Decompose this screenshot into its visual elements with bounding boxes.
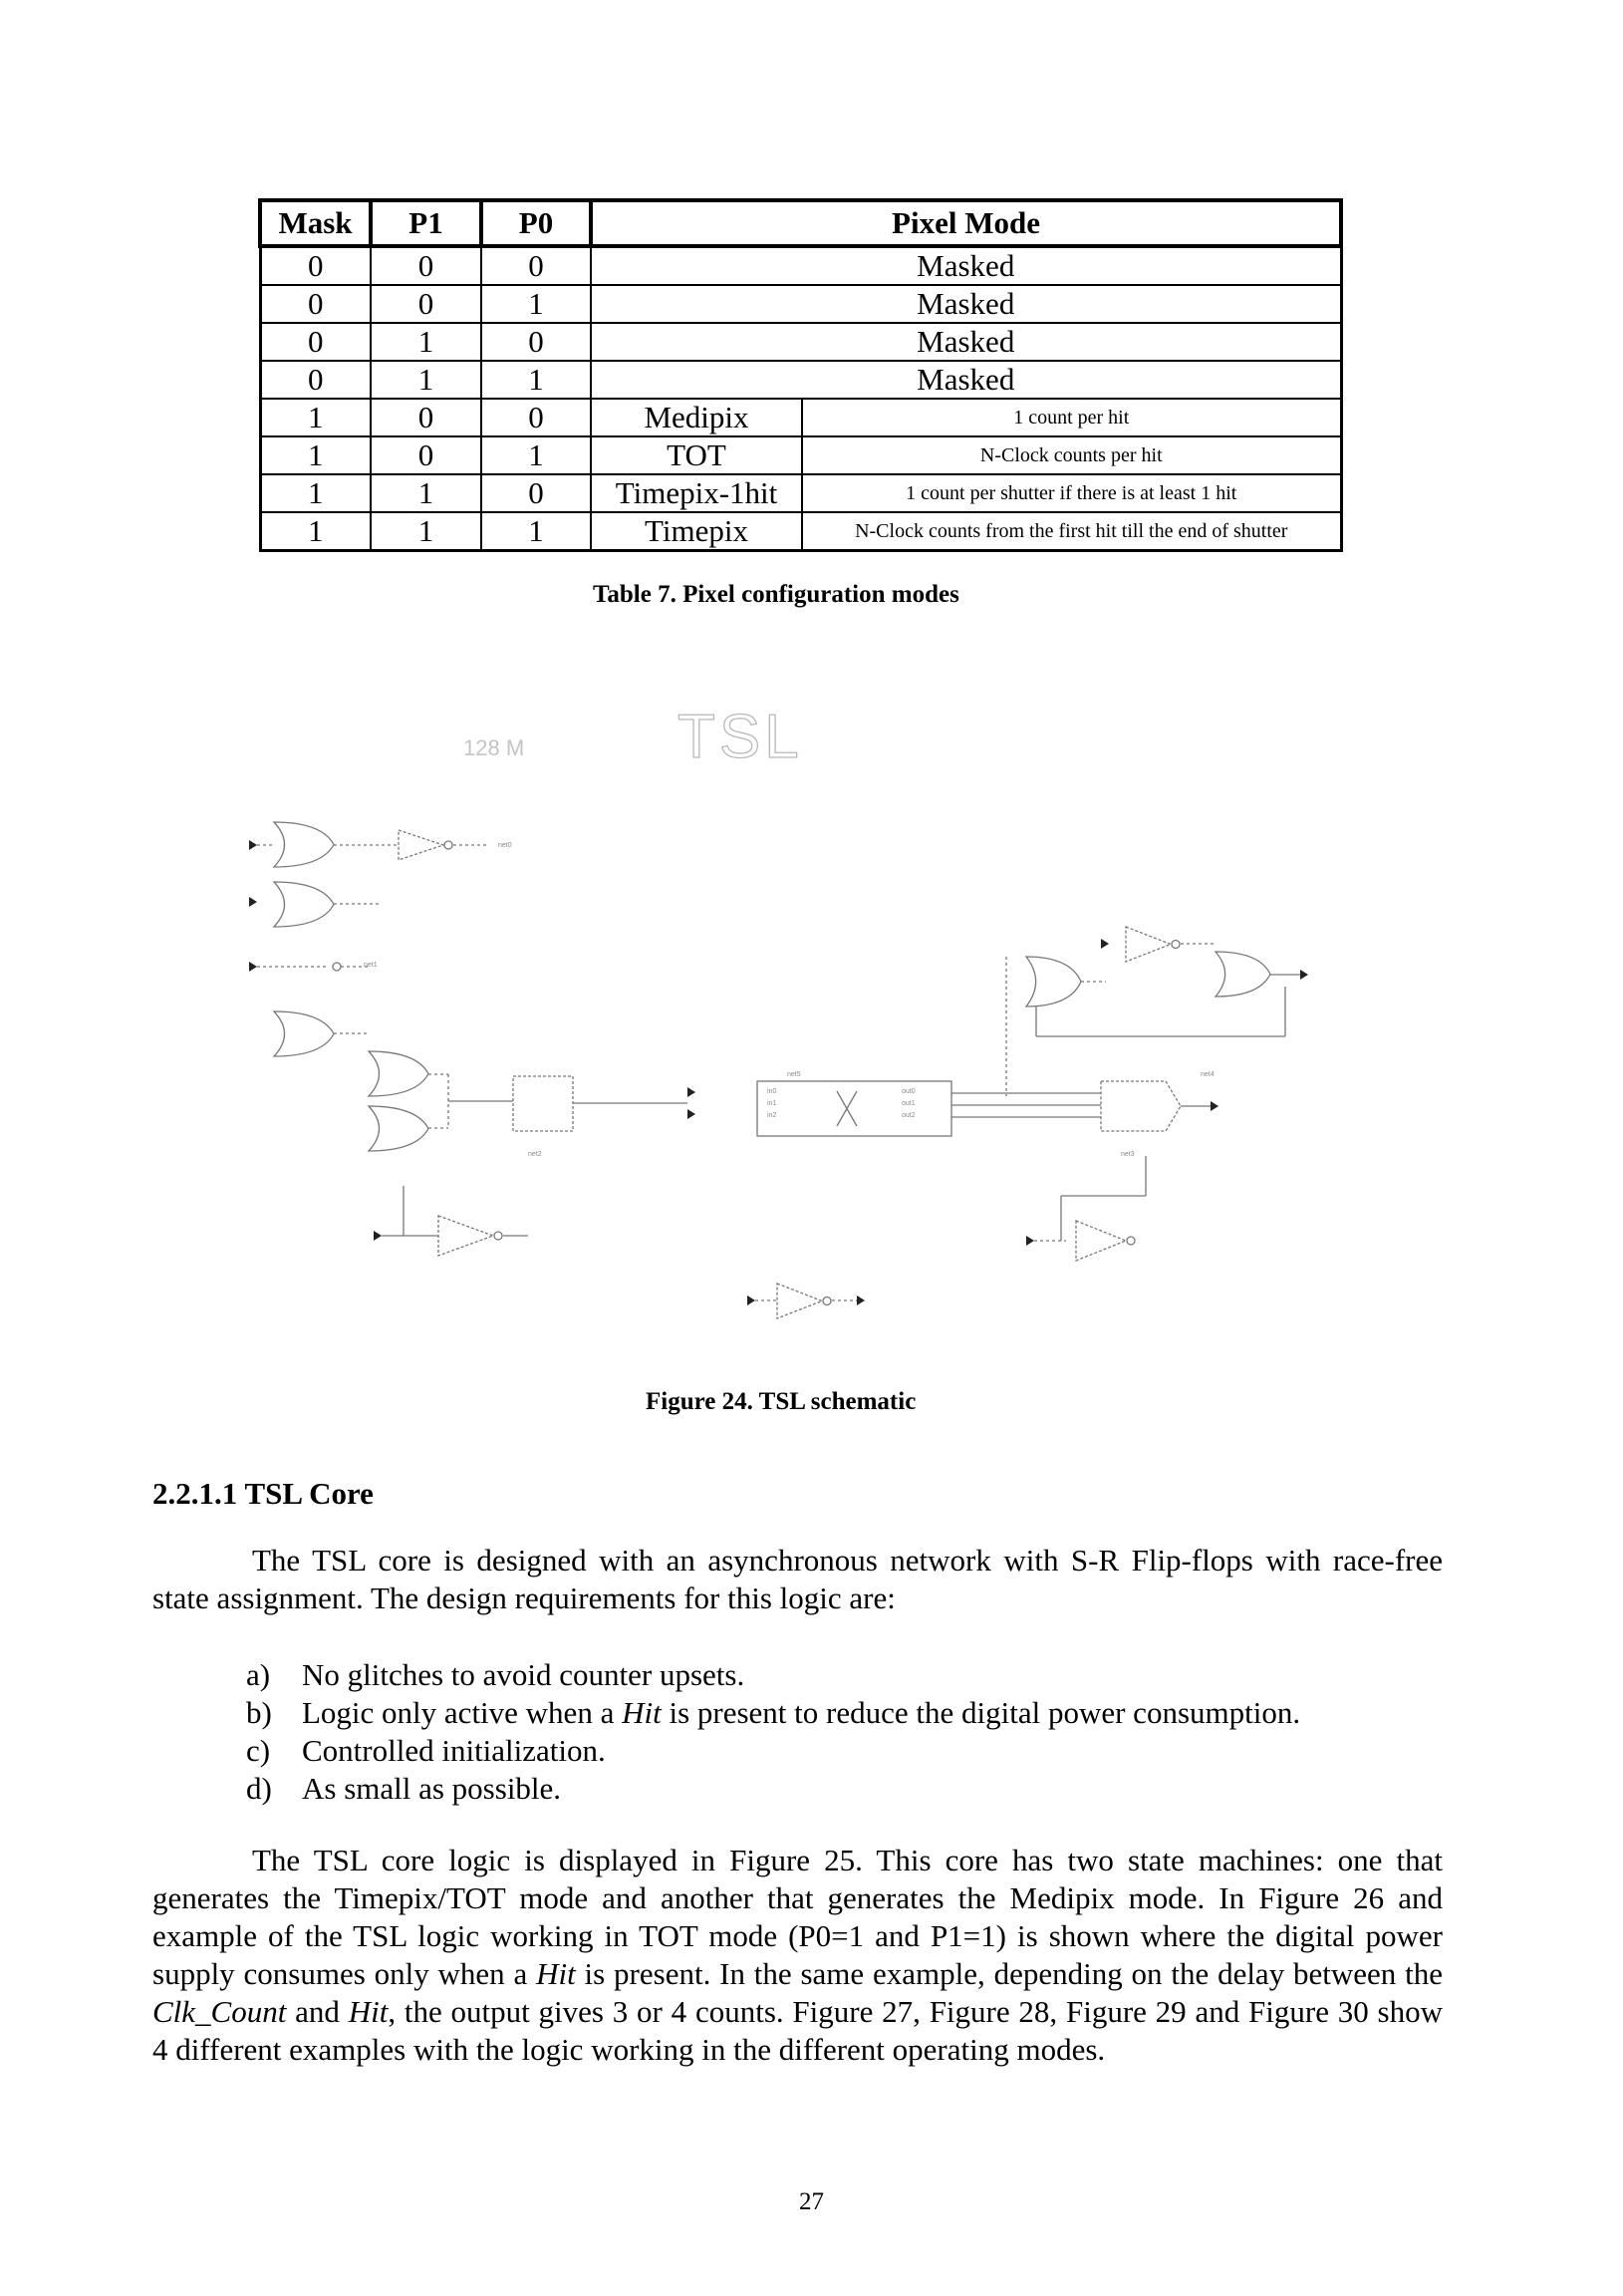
nor-gate [1216,952,1270,997]
core-port-label: out2 [902,1112,916,1119]
table-row [260,361,1341,399]
cell-mode: Masked [591,246,1341,285]
cell-p1: 1 [371,323,481,361]
input-pin [1026,1236,1034,1246]
output-pin [1300,970,1308,980]
item-label: c) [246,1733,271,1768]
table-header-row [260,200,1341,246]
table-row [260,399,1341,436]
schematic-drawing [169,698,1315,1335]
cell-p0: 1 [481,285,591,323]
schematic-subtitle: 128 M [463,735,525,760]
requirements-list [246,1656,1300,1808]
item-label: d) [246,1771,272,1806]
list-item [246,1732,1300,1770]
cell-p1: 1 [371,474,481,512]
table-row [260,323,1341,361]
net-label: net3 [1121,1151,1135,1158]
net-label: net4 [1201,1071,1215,1078]
item-text-emphasis: Hit [622,1695,662,1730]
intro-paragraph [152,1542,1443,1617]
table-row [260,474,1341,512]
input-pin [747,1295,755,1305]
inverter [1126,927,1171,962]
input-pin [249,897,257,907]
cell-p1: 0 [371,285,481,323]
net-label: net5 [787,1071,801,1078]
cell-p1: 0 [371,399,481,436]
cell-p0: 1 [481,436,591,474]
input-pin [249,962,257,972]
input-pin [249,840,257,850]
inverter [777,1284,822,1318]
cell-description: 1 count per shutter if there is at least 1 hit [802,474,1341,512]
cell-mode: Medipix [591,399,802,436]
cell-p0: 0 [481,246,591,285]
table-row [260,512,1341,551]
figure-caption: Figure 24. TSL schematic [646,1388,917,1415]
header-p1: P1 [371,200,481,246]
header-pixel-mode: Pixel Mode [591,200,1341,246]
cell-mask: 1 [260,436,371,474]
body-clk: Clk_Count [152,1994,287,2029]
output-block [1101,1081,1181,1131]
cell-mode: Masked [591,285,1341,323]
net-label: net1 [364,962,378,969]
header-mask: Mask [260,200,371,246]
cell-mask: 1 [260,474,371,512]
intro-text: The TSL core is designed with an asynchronous network with S-R Flip-flops with race-free state assignment. The design requirements for this logic are: [152,1543,1443,1615]
cell-description: 1 count per hit [802,399,1341,436]
table-row [260,246,1341,285]
tsl-schematic [169,698,1315,1335]
nor-gate [274,822,334,867]
inverter-bubble [823,1297,831,1305]
nor-gate [369,1051,428,1096]
core-port-label: out1 [902,1100,916,1107]
inverter [399,830,443,860]
inverter [1076,1221,1126,1261]
cell-mask: 0 [260,361,371,399]
cell-mode: Masked [591,323,1341,361]
cell-mode: Timepix-1hit [591,474,802,512]
page-number: 27 [799,2188,824,2215]
body-paragraph [152,1842,1443,2069]
pixel-config-table [258,198,1343,552]
input-pin [1101,939,1109,949]
core-port-label: in2 [767,1112,777,1119]
net-label: net0 [498,842,512,849]
cell-description: N-Clock counts from the first hit till the end of shutter [802,512,1341,551]
cell-p0: 0 [481,323,591,361]
core-port-label: out0 [902,1088,916,1095]
nor-gate [1026,957,1081,1006]
net-label: net2 [528,1151,542,1158]
input-pin [374,1231,382,1241]
cell-p0: 1 [481,361,591,399]
cell-mask: 0 [260,285,371,323]
inverter-bubble [333,963,341,971]
inverter-bubble [494,1232,502,1240]
cell-mask: 1 [260,512,371,551]
flip-flop-block [513,1076,573,1131]
core-x-mark [837,1091,857,1126]
body-text-3: and [286,1994,349,2029]
nor-gate [369,1106,428,1151]
body-text-1: The TSL core logic is displayed in Figure 25. This core has two state machines: one that generates the Timepix/TOT mode and another that generates the Medipix mode. In Figure 26 and example of the TSL logic working in TOT mode (P0=1 and P1=1) is shown where the digital power supply consumes only when a [152,1843,1443,1991]
input-pin [687,1109,695,1119]
inverter-bubble [444,841,452,849]
inverter-bubble [1127,1237,1135,1245]
item-text: No glitches to avoid counter upsets. [302,1657,745,1692]
item-label: b) [246,1695,272,1730]
cell-mask: 0 [260,323,371,361]
list-item [246,1656,1300,1694]
schematic-title: TSL [677,703,803,771]
inverter-bubble [1172,941,1180,949]
section-heading: 2.2.1.1 TSL Core [152,1476,374,1511]
cell-mode: Timepix [591,512,802,551]
body-hit-2: Hit [348,1994,389,2029]
input-pin [687,1087,695,1097]
body-text-4: , the output gives 3 or 4 counts. Figure 27, Figure 28, Figure 29 and Figure 30 show 4 different examples with the logic working in the different operating modes. [152,1994,1443,2067]
core-port-label: in0 [767,1088,777,1095]
cell-p1: 1 [371,512,481,551]
list-item [246,1770,1300,1808]
cell-mode: TOT [591,436,802,474]
cell-mask: 0 [260,246,371,285]
item-text-post: is present to reduce the digital power consumption. [661,1695,1301,1730]
item-text: As small as possible. [302,1771,562,1806]
cell-p1: 1 [371,361,481,399]
core-port-label: in1 [767,1100,777,1107]
inverter [438,1216,493,1256]
cell-p0: 0 [481,399,591,436]
cell-mode: Masked [591,361,1341,399]
cell-p0: 0 [481,474,591,512]
cell-p0: 1 [481,512,591,551]
cell-description: N-Clock counts per hit [802,436,1341,474]
or-gate [274,1011,334,1056]
cell-p1: 0 [371,246,481,285]
body-text-2: is present. In the same example, depending on the delay between the [575,1956,1443,1991]
body-hit-1: Hit [536,1956,576,1991]
header-p0: P0 [481,200,591,246]
list-item [246,1694,1300,1732]
table-row [260,436,1341,474]
item-label: a) [246,1657,271,1692]
output-pin [857,1295,865,1305]
item-text: Controlled initialization. [302,1733,606,1768]
cell-p1: 0 [371,436,481,474]
item-text-pre: Logic only active when a [302,1695,623,1730]
output-pin [1211,1101,1218,1111]
cell-mask: 1 [260,399,371,436]
tsl-core-block [757,1081,951,1136]
nor-gate [274,882,334,927]
table-caption: Table 7. Pixel configuration modes [593,581,959,608]
table-row [260,285,1341,323]
